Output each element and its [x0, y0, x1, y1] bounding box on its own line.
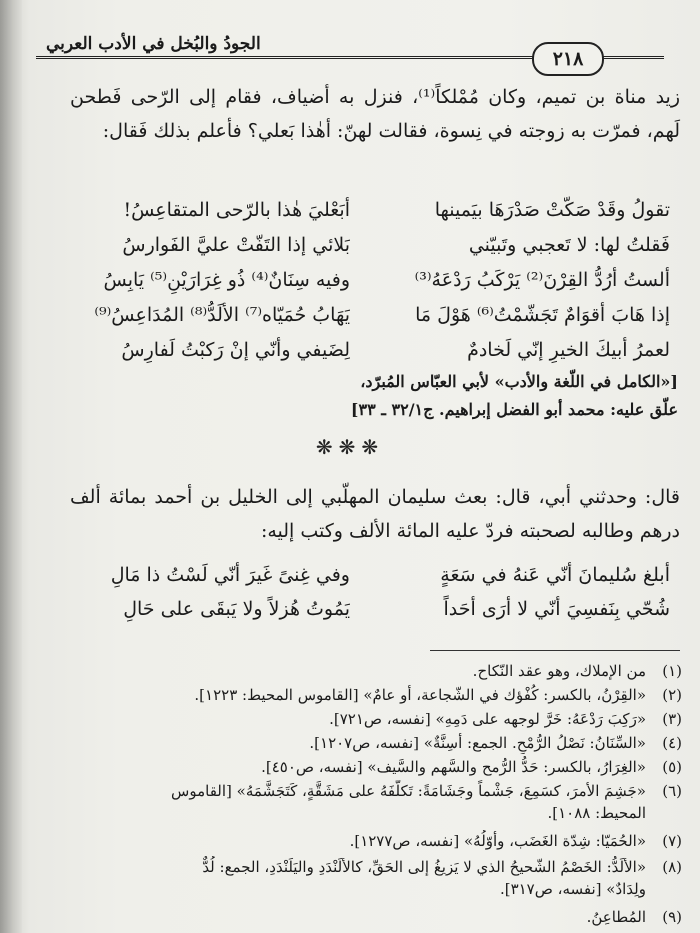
verse [60, 195, 670, 225]
footnote-number: (٥) [662, 758, 682, 776]
footnote-continuation: ولِدَادٌ» [نفسه، ص٣١٧]. [499, 880, 646, 898]
verse-right-hemistich: إذا هَابَ أقوَامٌ تَجَشّمْتُ⁽⁶⁾ هَوْلَ مَا [415, 304, 670, 326]
footnote [50, 856, 682, 878]
footnote-text: «رَكِبَ رَدْعَهُ: خَرَّ لوجهه على دَمِهِ» [نفسه، ص٧٢١]. [329, 710, 646, 728]
verse-left-hemistich: وفيه سِنَانٌ⁽⁴⁾ ذُو غِرَارَيْنِ⁽⁵⁾ يَابِسُ [103, 269, 350, 291]
verse-right-hemistich: شُحّي بِنَفسِيَ أنّي لا أرَى أحَداً [443, 598, 670, 620]
footnote [50, 660, 682, 682]
footnote-continuation: المحيط: ١٠٨٨]. [547, 804, 646, 822]
footnote-text: «الألَدُّ: الخَصْمُ الشّحيحُ الذي لا يَزيغُ إلى الحَقِّ، كالألَنْدَدِ واليَلَنْدَدِ، الجمع: لُدٌّ [202, 858, 646, 876]
footnote [50, 732, 682, 754]
footnote-number: (٨) [662, 858, 682, 876]
verse [60, 335, 670, 365]
footnote-text: «الحُمَيّا: شِدّة الغَضَب، وأوّلُهُ» [نفسه، ص١٢٧٧]. [349, 832, 646, 850]
intro-paragraph: زيد مناة بن تميم، وكان مُمْلكاً⁽¹⁾، فنزل به أضياف، فقام إلى الرّحى فَطحن لَهم، فمرّت به زوجته في نِسوة، فقالت لهنّ: أهٰذا بَعلي؟ فأعلم بذلك فَقال: [70, 86, 680, 142]
footnote [50, 708, 682, 730]
verse-right-hemistich: ألستُ أرُدُّ القِرْنَ⁽²⁾ يَرْكَبُ رَدْعَهُ⁽³⁾ [414, 269, 670, 291]
footnote-number: (٢) [662, 686, 682, 704]
verse-right-hemistich: لعمرُ أبيكَ الخيرِ إنّي لَخادمٌ [467, 339, 670, 361]
verse [60, 560, 670, 590]
book-spine [0, 0, 22, 933]
footnote-number: (١) [662, 662, 682, 680]
footnote-text: «جَشِمَ الأمرَ، كسَمِعَ، جَشْماً وجَشَامَةً: تَكلّفَهُ على مَشَقَّةٍ، كَتَجَشَّمَهُ» [القاموس [171, 782, 646, 800]
page-number: ٢١٨ [532, 42, 604, 76]
footnote [50, 684, 682, 706]
verse-right-hemistich: فَقلتُ لها: لا تَعجبي وتَبيّني [468, 234, 670, 256]
source-citation-line2: علّق عليه: محمد أبو الفضل إبراهيم. ج٣٢/١ ـ ٣٣] [350, 400, 678, 419]
page-header [36, 28, 664, 80]
verse-left-hemistich: يَهَابُ حُمَيّاه⁽⁷⁾ الألَدُّ⁽⁸⁾ المُدَاعِسُ⁽⁹⁾ [94, 304, 350, 326]
footnote-rule [430, 650, 680, 651]
verse [60, 594, 670, 624]
verse-left-hemistich: وفي غِنىً غَيرَ أنّي لَسْتُ ذا مَالِ [110, 564, 350, 586]
footnote [50, 780, 682, 802]
footnote-text: «القِرْنُ، بالكسر: كُفْؤك في الشّجاعة، أو عامٌ» [القاموس المحيط: ١٢٢٣]. [194, 686, 646, 704]
footnote-text: «السِّنَانُ: نَصْلُ الرُّمْحِ. الجمع: أسِنَّةٌ» [نفسه، ص١٢٠٧]. [309, 734, 646, 752]
footnote [50, 830, 682, 852]
section-separator: ❋❋❋ [315, 435, 385, 459]
source-citation-line1: [«الكامل في اللّغة والأدب» لأبي العبّاس المُبرّد، [360, 372, 678, 391]
footnote-number: (٦) [662, 782, 682, 800]
verse-left-hemistich: بَلائي إذا التَفّتْ عليَّ الفَوارسُ [122, 234, 350, 256]
footnote-number: (٤) [662, 734, 682, 752]
footnote [50, 756, 682, 778]
footnote-number: (٧) [662, 832, 682, 850]
verse-right-hemistich: أبلغ سُليمانَ أنّي عَنهُ في سَعَةٍ [440, 564, 670, 586]
verse-right-hemistich: تقولُ وقَدْ صَكّتْ صَدْرَهَا بيَمينها [434, 199, 670, 221]
verse [60, 265, 670, 295]
story-paragraph: قال: وحدثني أبي، قال: بعث سليمان المهلّبي إلى الخليل بن أحمد بمائة ألف درهم وطالبه لصحبته فردّ عليه المائة الألف وكتب إليه: [70, 486, 680, 542]
verse-left-hemistich: يَمُوتُ هُزلاً ولا يَبقَى على حَالِ [123, 598, 350, 620]
verse-left-hemistich: أبَعْليَ هٰذا بالرّحى المتقاعِسُ! [123, 199, 350, 221]
footnote-text: من الإملاك، وهو عقد النّكاح. [472, 662, 646, 680]
footnote [50, 906, 682, 928]
verse [60, 300, 670, 330]
footnote-number: (٣) [662, 710, 682, 728]
verse [60, 230, 670, 260]
verse-left-hemistich: لِضَيفي وأنّي إنْ رَكبْتُ لَفارِسُ [121, 339, 350, 361]
running-title: الجودُ والبُخل في الأدب العربي [46, 34, 261, 54]
footnote-text: «الغِرَارُ، بالكسر: حَدُّ الرُّمح والسَّهم والسَّيف» [نفسه، ص٤٥٠]. [261, 758, 646, 776]
footnote-number: (٩) [662, 908, 682, 926]
footnote-text: المُطاعِنُ. [586, 908, 646, 926]
